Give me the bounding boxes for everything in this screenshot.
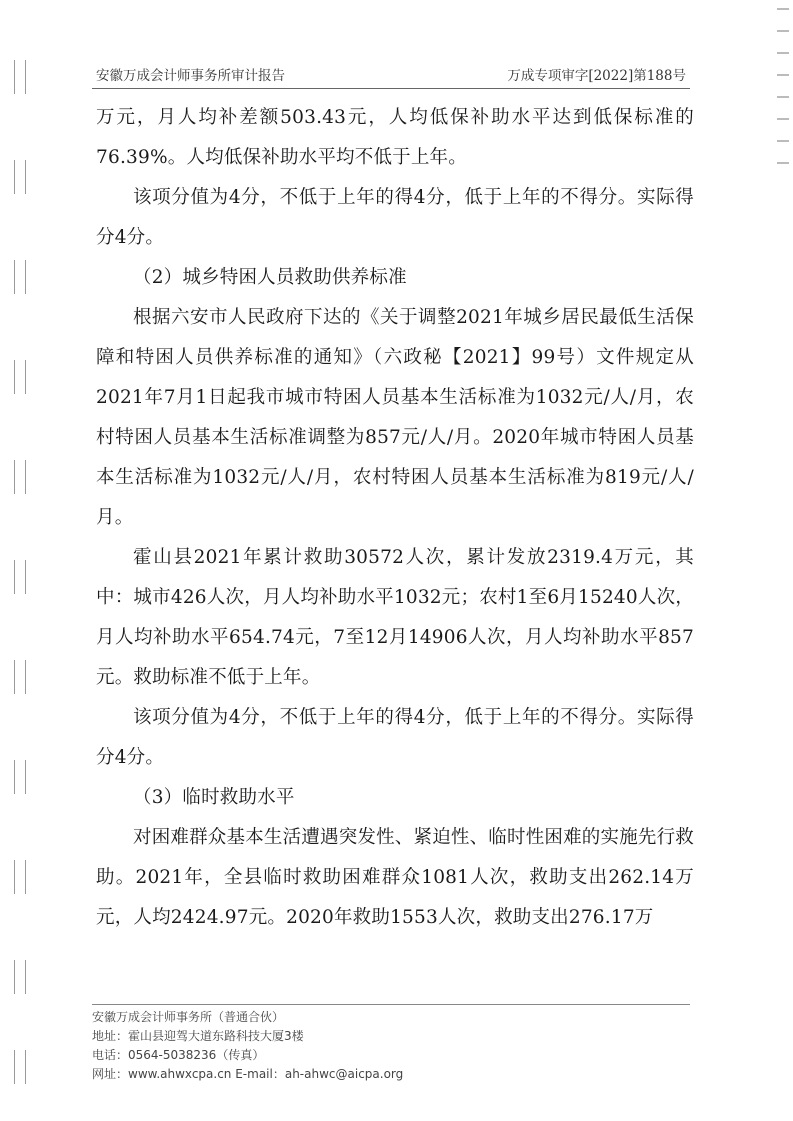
binding-hole-marks (14, 40, 38, 1100)
paragraph: 该项分值为4分，不低于上年的得4分，低于上年的不得分。实际得分4分。 (96, 707, 694, 768)
scan-edge-marks (773, 0, 789, 190)
paragraph: 根据六安市人民政府下达的《关于调整2021年城乡居民最低生活保障和特困人员供养标准的通知》（六政秘【2021】99号）文件规定从2021年7月1日起我市城市特困人员基本生活标准为1032元/人/月，农村特困人员基本生活标准调整为857元/人/月。2020年城市特困人员基本生活标准为1032元/人/月，农村特困人员基本生活标准为819元/人/月。 (96, 307, 694, 528)
header-divider (92, 88, 690, 89)
paragraph: 霍山县2021年累计救助30572人次，累计发放2319.4万元，其中：城市426人次，月人均补助水平1032元；农村1至6月15240人次，月人均补助水平654.74元，7至12月14906人次，月人均补助水平857元。救助标准不低于上年。 (96, 547, 694, 688)
paragraph: 该项分值为4分，不低于上年的得4分，低于上年的不得分。实际得分4分。 (96, 187, 694, 248)
section-heading: （2）城乡特困人员救助供养标准 (133, 267, 407, 288)
footer-firm: 安徽万成会计师事务所（普通合伙） (92, 1010, 285, 1024)
footer-divider (92, 1004, 690, 1005)
report-body (96, 98, 694, 938)
footer-phone: 电话：0564-5038236（传真） (92, 1048, 265, 1062)
header-firm: 安徽万成会计师事务所审计报告 (96, 68, 285, 84)
page-footer (92, 1008, 690, 1084)
section-heading: （3）临时救助水平 (133, 787, 295, 808)
paragraph: 万元，月人均补差额503.43元，人均低保补助水平达到低保标准的76.39%。人均低保补助水平均不低于上年。 (96, 107, 694, 168)
paragraph: 对困难群众基本生活遭遇突发性、紧迫性、临时性困难的实施先行救助。2021年，全县临时救助困难群众1081人次，救助支出262.14万元，人均2424.97元。2020年救助1553人次，救助支出276.17万 (96, 827, 695, 928)
footer-address: 地址：霍山县迎驾大道东路科技大厦3楼 (92, 1029, 304, 1043)
header-report-ref: 万成专项审字[2022]第188号 (507, 68, 686, 84)
footer-web: 网址：www.ahwxcpa.cn E-mail：ah-ahwc@aicpa.org (92, 1067, 404, 1081)
page-header (96, 64, 686, 86)
